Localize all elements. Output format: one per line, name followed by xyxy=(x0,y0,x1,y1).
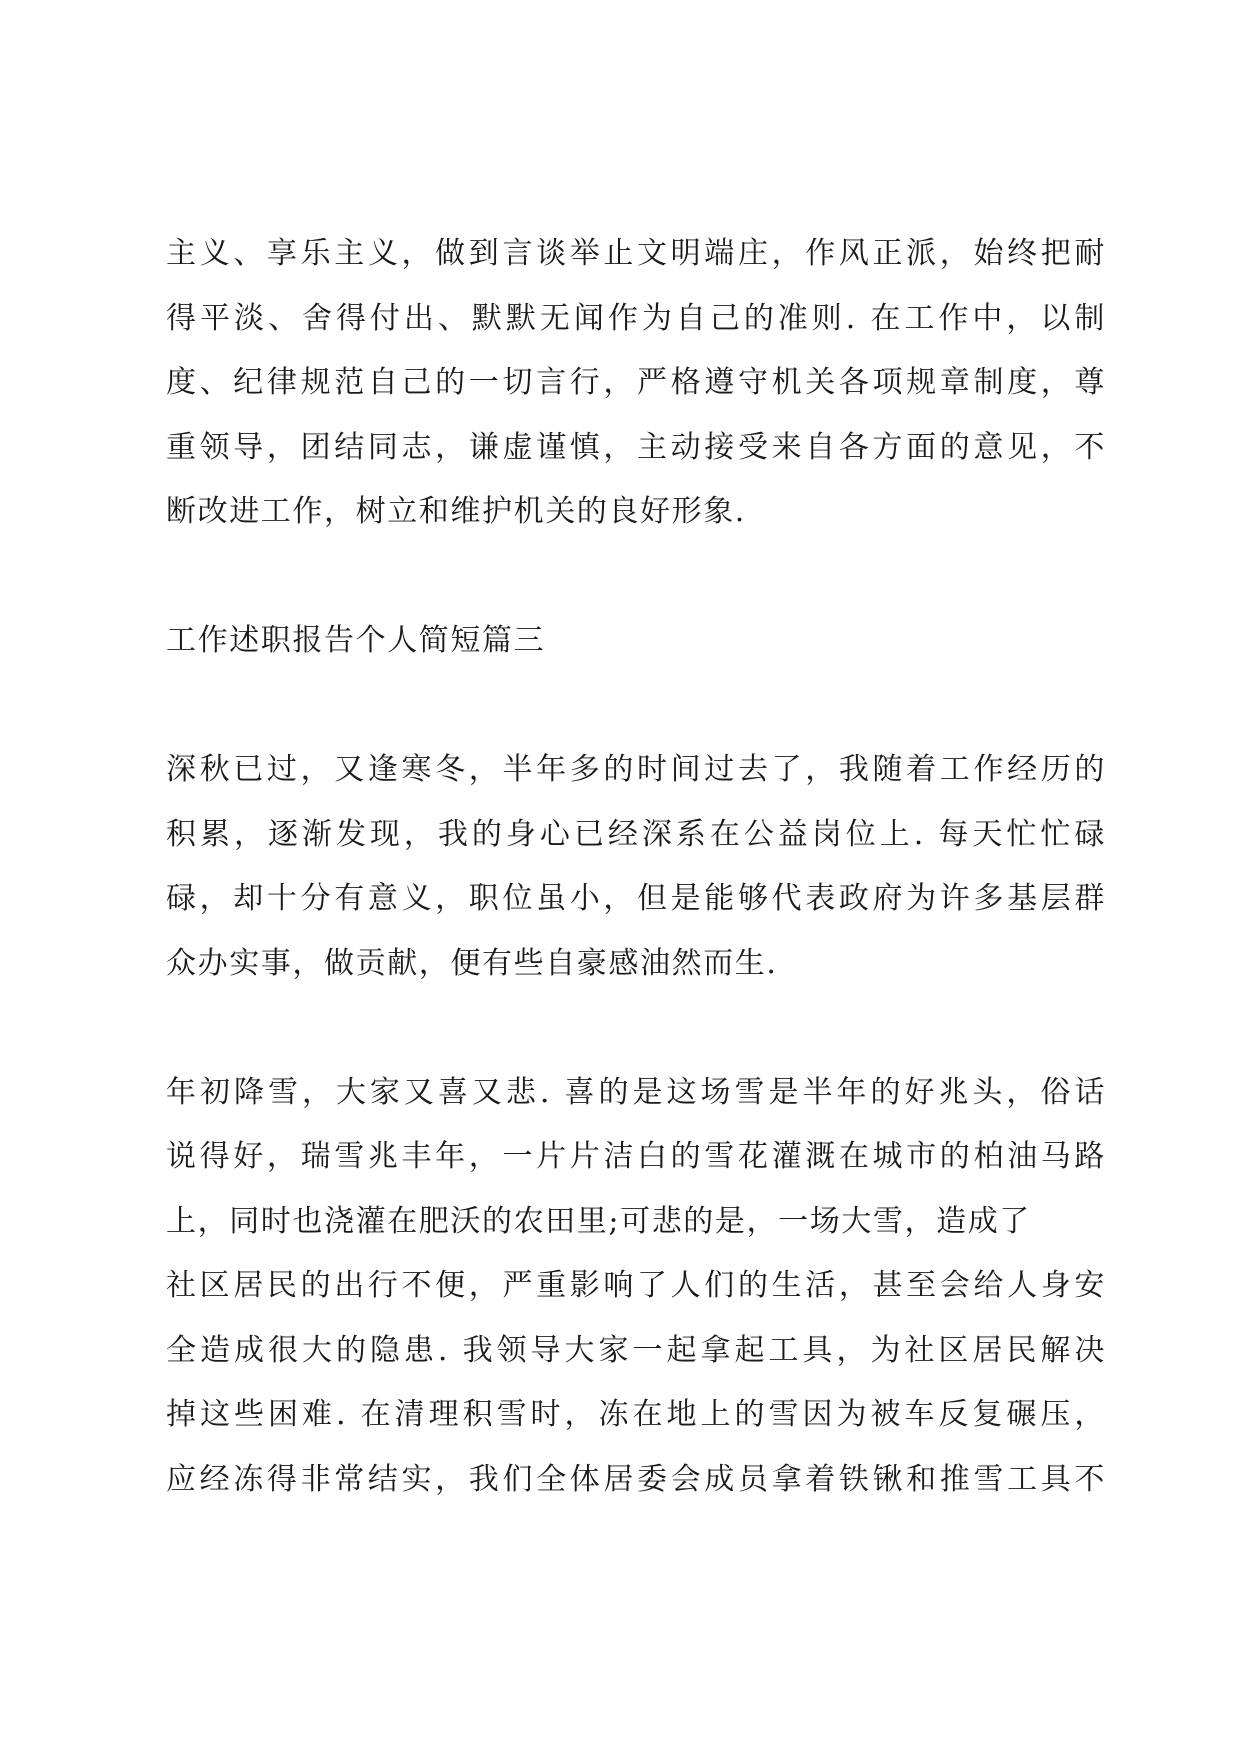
text-line: 碌，却十分有意义，职位虽小，但是能够代表政府为许多基层群 xyxy=(166,881,1106,916)
text-line: 主义、享乐主义，做到言谈举止文明端庄，作风正派，始终把耐 xyxy=(166,236,1106,271)
text-line: 年初降雪，大家又喜又悲. 喜的是这场雪是半年的好兆头，俗话 xyxy=(166,1074,1106,1110)
text-line: 深秋已过，又逢寒冬，半年多的时间过去了，我随着工作经历的 xyxy=(166,752,1106,787)
paragraph-2 xyxy=(166,738,1106,996)
text-line: 积累，逐渐发现，我的身心已经深系在公益岗位上. 每天忙忙碌 xyxy=(166,816,1106,852)
text-line: 社区居民的出行不便，严重影响了人们的生活，甚至会给人身安 xyxy=(166,1268,1106,1303)
text-line: 上，同时也浇灌在肥沃的农田里;可悲的是，一场大雪，造成了 xyxy=(166,1203,1031,1239)
text-line: 断改进工作，树立和维护机关的良好形象. xyxy=(166,494,746,529)
paragraph-1 xyxy=(166,222,1106,545)
paragraph-3 xyxy=(166,1061,1106,1513)
text-line: 全造成很大的隐患. 我领导大家一起拿起工具，为社区居民解决 xyxy=(166,1332,1106,1368)
document-body xyxy=(166,222,1106,1577)
text-line: 重领导，团结同志，谦虚谨慎，主动接受来自各方面的意见，不 xyxy=(166,429,1106,465)
section-heading: 工作述职报告个人简短篇三 xyxy=(166,623,546,658)
text-line: 应经冻得非常结实，我们全体居委会成员拿着铁锹和推雪工具不 xyxy=(166,1461,1106,1497)
text-line: 得平淡、舍得付出、默默无闻作为自己的准则. 在工作中，以制 xyxy=(166,300,1106,336)
text-line: 度、纪律规范自己的一切言行，严格遵守机关各项规章制度，尊 xyxy=(166,365,1106,400)
text-line: 众办实事，做贡献，便有些自豪感油然而生. xyxy=(166,945,778,981)
text-line: 掉这些困难. 在清理积雪时，冻在地上的雪因为被车反复碾压， xyxy=(166,1397,1106,1432)
text-line: 说得好，瑞雪兆丰年，一片片洁白的雪花灌溉在城市的柏油马路 xyxy=(166,1139,1106,1174)
